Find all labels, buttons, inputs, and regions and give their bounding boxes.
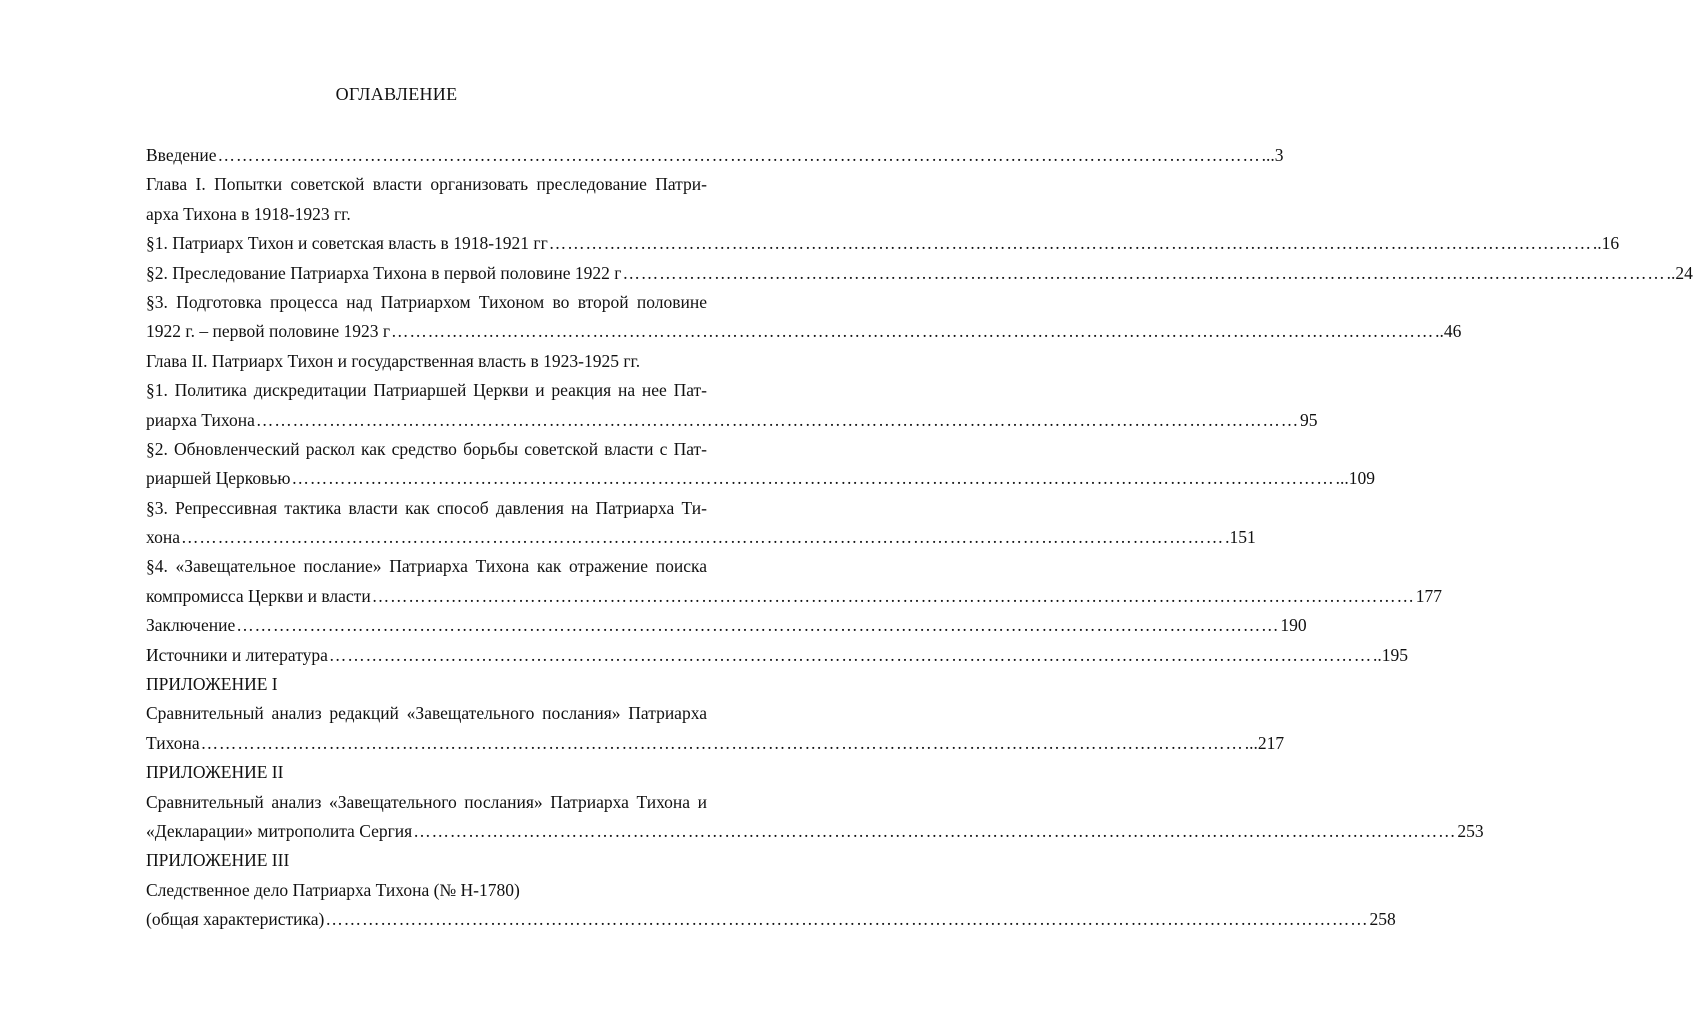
toc-chapter-2-heading: Глава II. Патриарх Тихон и государственная власть в 1923-1925 гг. [146,350,641,371]
toc-page-number: ...109 [1335,468,1375,489]
toc-entry-ch1-s3-line-2 [146,317,1462,346]
toc-page-number: 190 [1280,615,1307,636]
toc-entry-text: (общая характеристика) [146,909,325,930]
toc-page-number: ..24 [1666,262,1693,283]
toc-page-number: 95 [1300,409,1318,430]
toc-leader: ……………………………………………………………………………………………………………………………………………………… [291,468,1335,489]
toc-entry-ch2-s4-line-1: §4. «Завещательное послание» Патриарха Тихона как отражение поиска [146,556,707,577]
page-title: ОГЛАВЛЕНИЕ [335,84,458,104]
toc-appendix-1-line-2 [146,729,1285,758]
toc-chapter-1-heading-line-2: арха Тихона в 1918-1923 гг. [146,203,351,224]
toc-entry-introduction [146,141,1284,170]
toc-entry-ch2-s1-line-1: §1. Политика дискредитации Патриаршей Церкви и реакция на нее Пат- [146,380,707,401]
toc-entry-text: компромисса Церкви и власти [146,585,371,606]
toc-entry-ch2-s2-line-1: §2. Обновленческий раскол как средство борьбы советской власти с Пат- [146,438,707,459]
toc-page-number: ..46 [1435,321,1462,342]
toc-leader: ……………………………………………………………………………………………………………………………………………………… [413,820,1457,841]
table-of-contents [146,141,1693,935]
toc-entry-ch1-s2 [146,259,1693,288]
toc-page-number: 177 [1415,585,1443,606]
toc-page-number: ..16 [1592,233,1620,254]
toc-leader: ……………………………………………………………………………………………………………………………………………………… [217,145,1261,165]
toc-page-number: 258 [1369,909,1396,930]
toc-appendix-2-heading: ПРИЛОЖЕНИЕ II [146,762,284,783]
toc-leader: ……………………………………………………………………………………………………………………………………………………… [200,732,1244,753]
toc-entry-text: «Декларации» митрополита Сергия [146,820,413,841]
toc-page-number: 253 [1457,820,1484,841]
toc-entry-text: §2. Преследование Патриарха Тихона в первой половине 1922 г [146,262,622,283]
toc-entry-text: Введение [146,145,217,165]
toc-chapter-1-heading-line-1: Глава I. Попытки советской власти организовать преследование Патри- [146,174,707,195]
toc-appendix-1-line-1: Сравнительный анализ редакций «Завещательного послания» Патриарха [146,703,707,724]
toc-entry-ch2-s3-line-2 [146,523,1256,552]
toc-entry-text: риаршей Церковью [146,468,291,489]
toc-appendix-3-line-2 [146,905,1396,934]
toc-entry-text: §1. Патриарх Тихон и советская власть в 1918-1921 гг [146,233,548,254]
toc-entry-text: Заключение [146,615,236,636]
toc-entry-ch2-s3-line-1: §3. Репрессивная тактика власти как способ давления на Патриарха Ти- [146,497,707,518]
toc-entry-ch2-s4-line-2 [146,582,1443,611]
toc-entry-ch1-s1 [146,229,1620,258]
toc-page-number: ...3 [1261,145,1284,165]
toc-page-number: ...217 [1244,732,1285,753]
toc-entry-ch1-s3-line-1: §3. Подготовка процесса над Патриархом Тихоном во второй половине [146,291,707,312]
toc-leader: ……………………………………………………………………………………………………………………………………………………… [622,262,1666,283]
toc-appendix-2-line-1: Сравнительный анализ «Завещательного послания» Патриарха Тихона и [146,791,707,812]
toc-entry-text: риарха Тихона [146,409,255,430]
toc-leader: ……………………………………………………………………………………………………………………………………………………… [255,409,1299,430]
toc-leader: ……………………………………………………………………………………………………………………………………………………… [391,321,1435,342]
toc-leader: ……………………………………………………………………………………………………………………………………………………… [236,615,1280,636]
toc-leader: ……………………………………………………………………………………………………………………………………………………… [548,233,1592,254]
toc-appendix-1-heading: ПРИЛОЖЕНИЕ I [146,674,278,695]
toc-appendix-3-line-1: Следственное дело Патриарха Тихона (№ Н-1780) [146,879,520,900]
toc-appendix-2-line-2 [146,817,1484,846]
toc-leader: ……………………………………………………………………………………………………………………………………………………… [328,644,1373,665]
toc-page-number: .151 [1225,527,1256,548]
toc-entry-ch2-s1-line-2 [146,406,1318,435]
toc-leader: ……………………………………………………………………………………………………………………………………………………… [180,527,1225,548]
toc-entry-text: хона [146,527,180,548]
toc-leader: ……………………………………………………………………………………………………………………………………………………… [371,585,1415,606]
toc-entry-ch2-s2-line-2 [146,464,1375,493]
toc-page-number: ..195 [1373,644,1409,665]
toc-entry-text: Источники и литература [146,644,328,665]
toc-appendix-3-heading: ПРИЛОЖЕНИЕ III [146,850,290,871]
toc-entry-text: Тихона [146,732,200,753]
toc-entry-conclusion [146,611,1307,640]
toc-entry-text: 1922 г. – первой половине 1923 г [146,321,391,342]
toc-entry-sources [146,641,1409,670]
toc-leader: ……………………………………………………………………………………………………………………………………………………… [325,909,1369,930]
